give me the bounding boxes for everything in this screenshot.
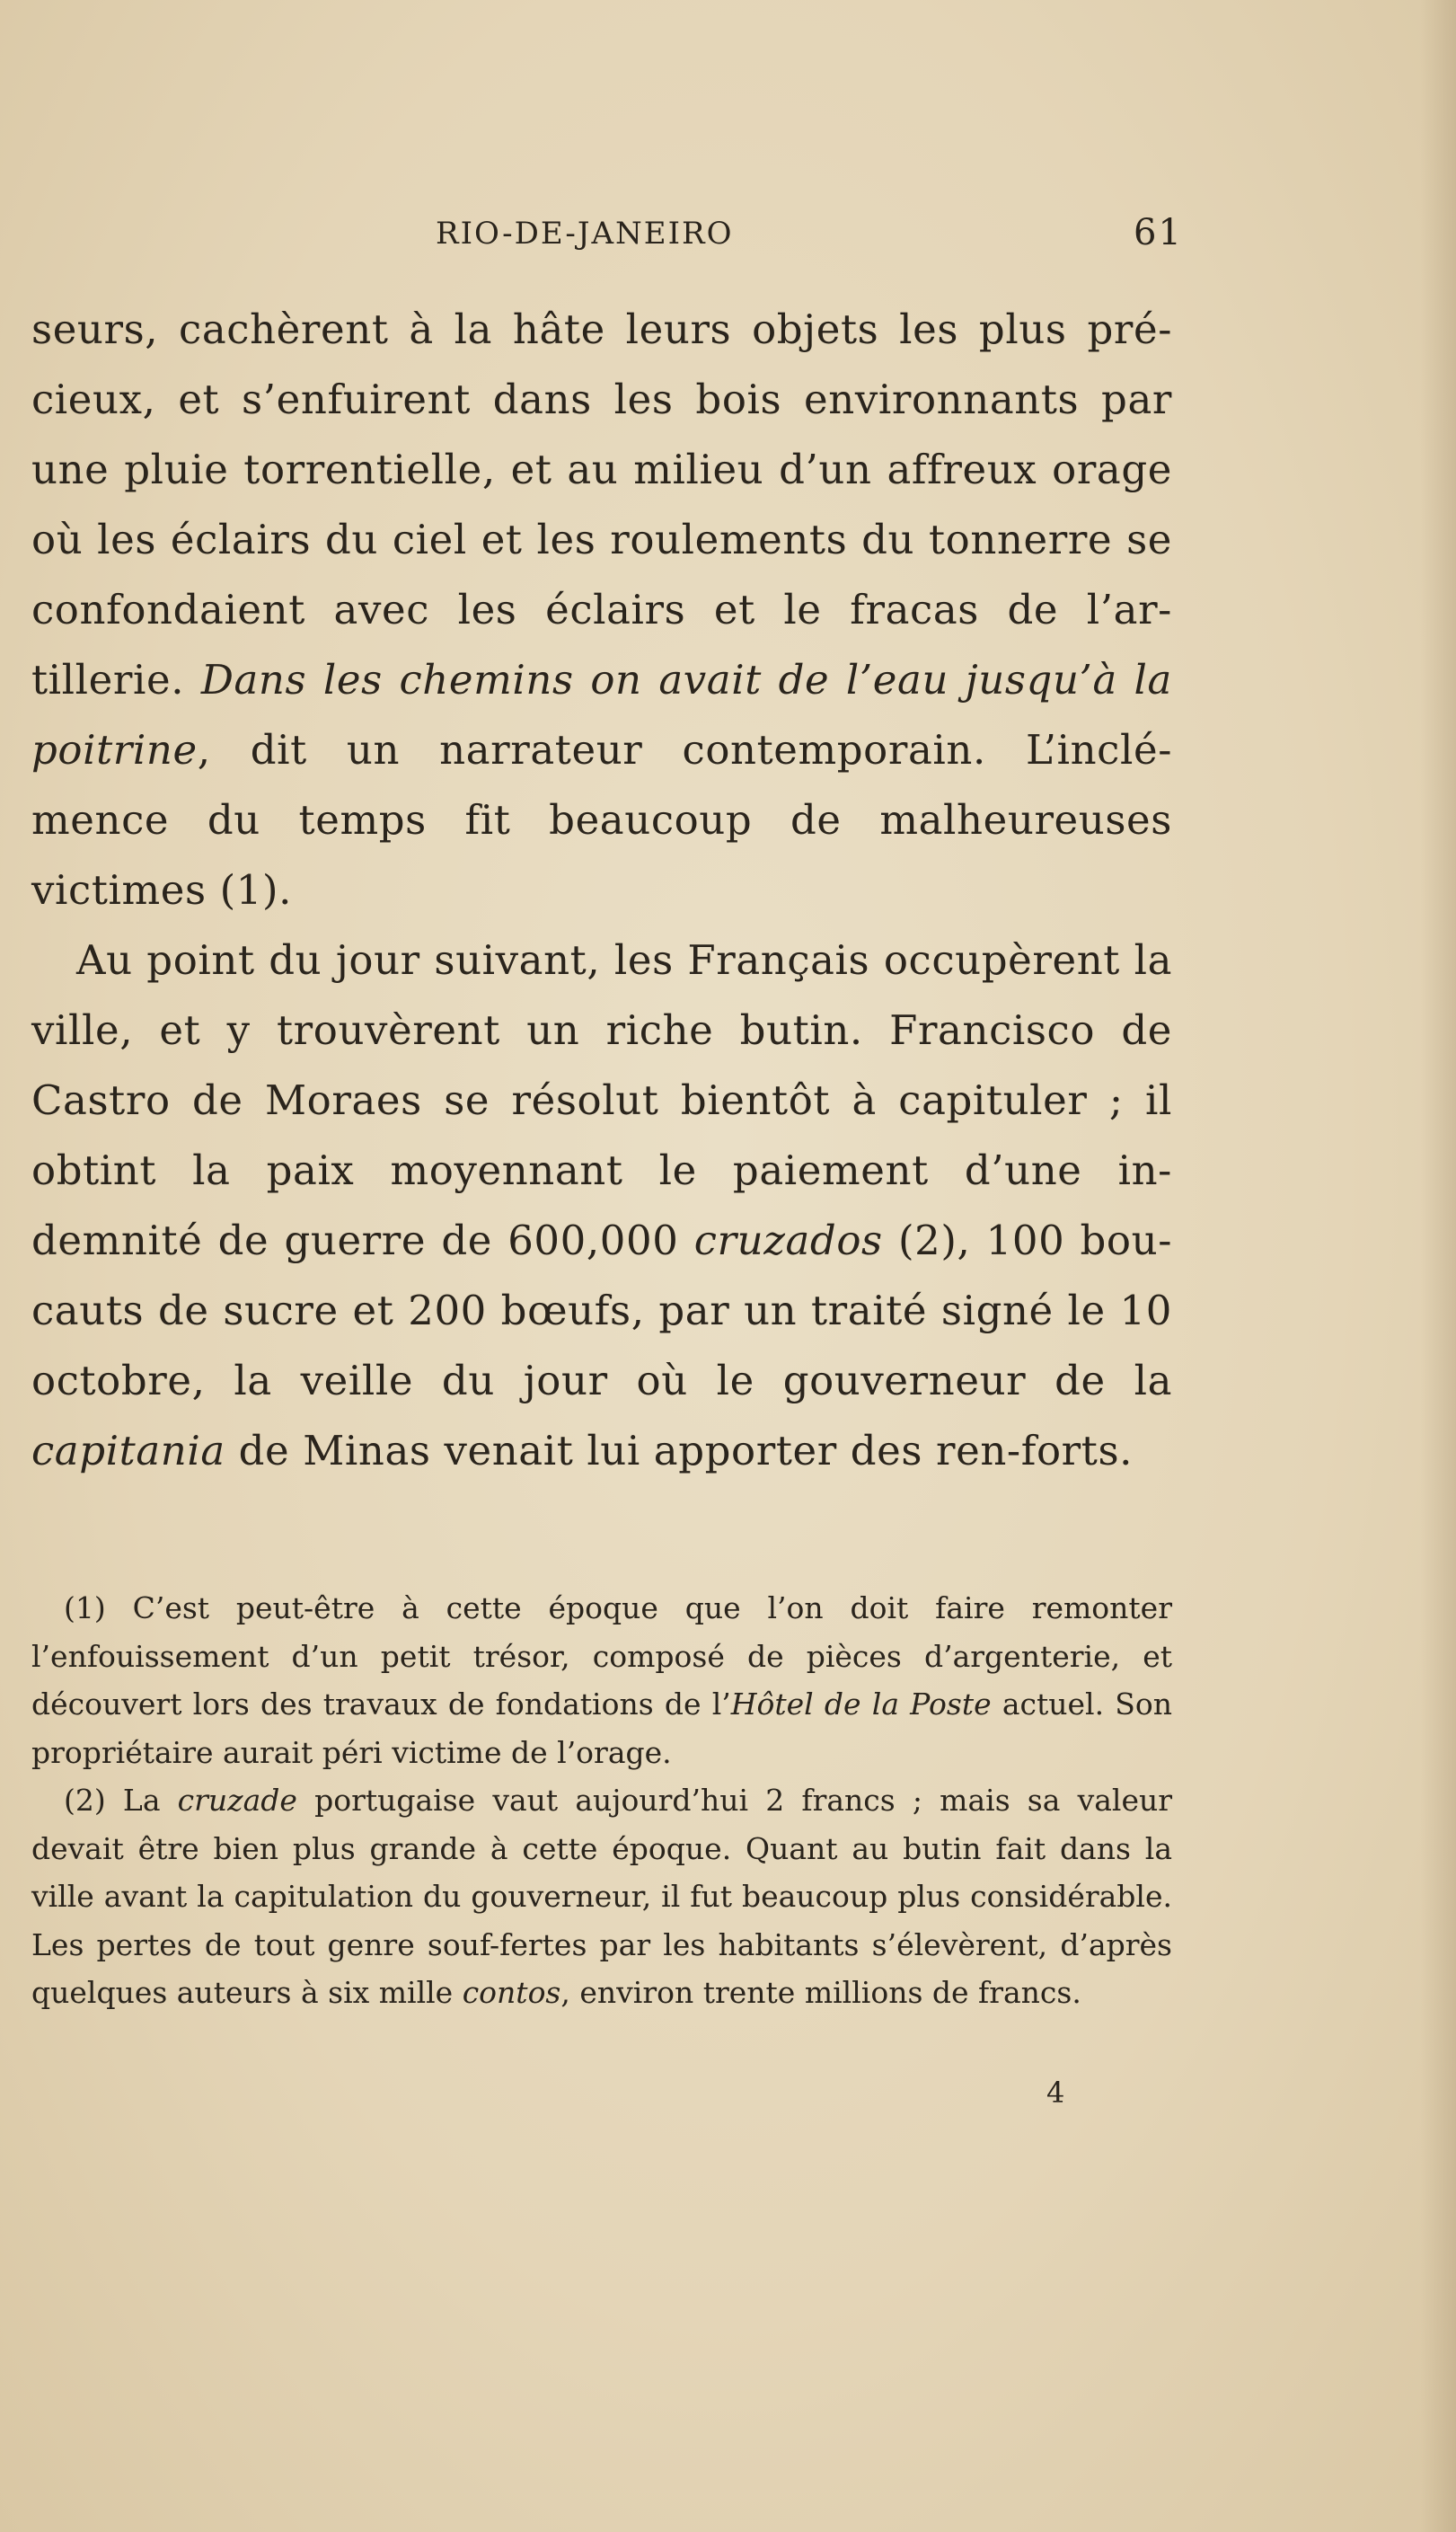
footnote-2-term-contos: contos bbox=[462, 1975, 561, 2010]
paragraph-1 bbox=[31, 295, 1172, 925]
footnote-1 bbox=[31, 1584, 1172, 1776]
footnote-1-text-2: actuel. Son propriétaire aurait péri victime de l’orage. bbox=[31, 1687, 1173, 1770]
footnote-2 bbox=[31, 1776, 1172, 2017]
footnote-1-text-1: (1) C’est peut-être à cette époque que l’on doit faire remonter l’enfouissement d’un petit trésor, composé de pièces d’argenterie, et découvert lors des travaux de fondations de l’ bbox=[31, 1590, 1172, 1722]
signature-mark: 4 bbox=[1046, 2076, 1065, 2110]
paragraph-2-text-2: (2), 100 bou-cauts de sucre et 200 bœufs, par un traité signé le 10 octobre, la veille du jour où le gouverneur de la bbox=[31, 1217, 1172, 1404]
paragraph-2-text-1: Au point du jour suivant, les Français occupèrent la ville, et y trouvèrent un riche butin. Francisco de Castro de Moraes se résolut bientôt à capituler ; il obtint la paix moyennant le paiement d’une in-demnité de guerre de 600,000 bbox=[31, 936, 1172, 1264]
paragraph-2-term-cruzados: cruzados bbox=[693, 1217, 883, 1264]
running-head bbox=[0, 208, 1456, 262]
footnotes bbox=[31, 1584, 1172, 2017]
page-number: 61 bbox=[1134, 212, 1183, 253]
footnote-2-text-3: , environ trente millions de francs. bbox=[560, 1975, 1081, 2010]
page-edge-shadow bbox=[1420, 0, 1456, 2532]
paragraph-1-text-1: seurs, cachèrent à la hâte leurs objets les plus pré-cieux, et s’enfuirent dans les bois environnants par une pluie torrentielle, et au milieu d’un affreux orage où les éclairs du ciel et les roulements du tonnerre se confondaient avec les éclairs et le fracas de l’ar-tillerie. bbox=[31, 305, 1172, 704]
paragraph-2-text-3: de Minas venait lui apporter des ren-forts. bbox=[225, 1427, 1134, 1474]
footnote-2-text-2: portugaise vaut aujourd’hui 2 francs ; mais sa valeur devait être bien plus grande à cette époque. Quant au butin fait dans la ville avant la capitulation du gouverneur, il fut beaucoup plus considérable. Les pertes de tout genre souf-fertes par les habitants s’élevèrent, d’après quelques auteurs à six mille bbox=[31, 1783, 1173, 2010]
footnote-2-term-cruzade: cruzade bbox=[177, 1783, 297, 1818]
paragraph-2-term-capitania: capitania bbox=[31, 1427, 225, 1474]
paragraph-1-quote: Dans les chemins on avait de l’eau jusqu’à la poitrine bbox=[31, 656, 1172, 774]
footnote-2-text-1: (2) La bbox=[64, 1783, 178, 1818]
body-text bbox=[31, 295, 1172, 1486]
footnote-1-hotel-de-la-poste: Hôtel de la Poste bbox=[730, 1687, 992, 1722]
paragraph-2 bbox=[31, 925, 1172, 1486]
running-title: RIO-DE-JANEIRO bbox=[436, 216, 734, 252]
paragraph-1-text-2: , dit un narrateur contemporain. L’inclé-mence du temps fit beaucoup de malheureuses victimes (1). bbox=[31, 726, 1172, 914]
